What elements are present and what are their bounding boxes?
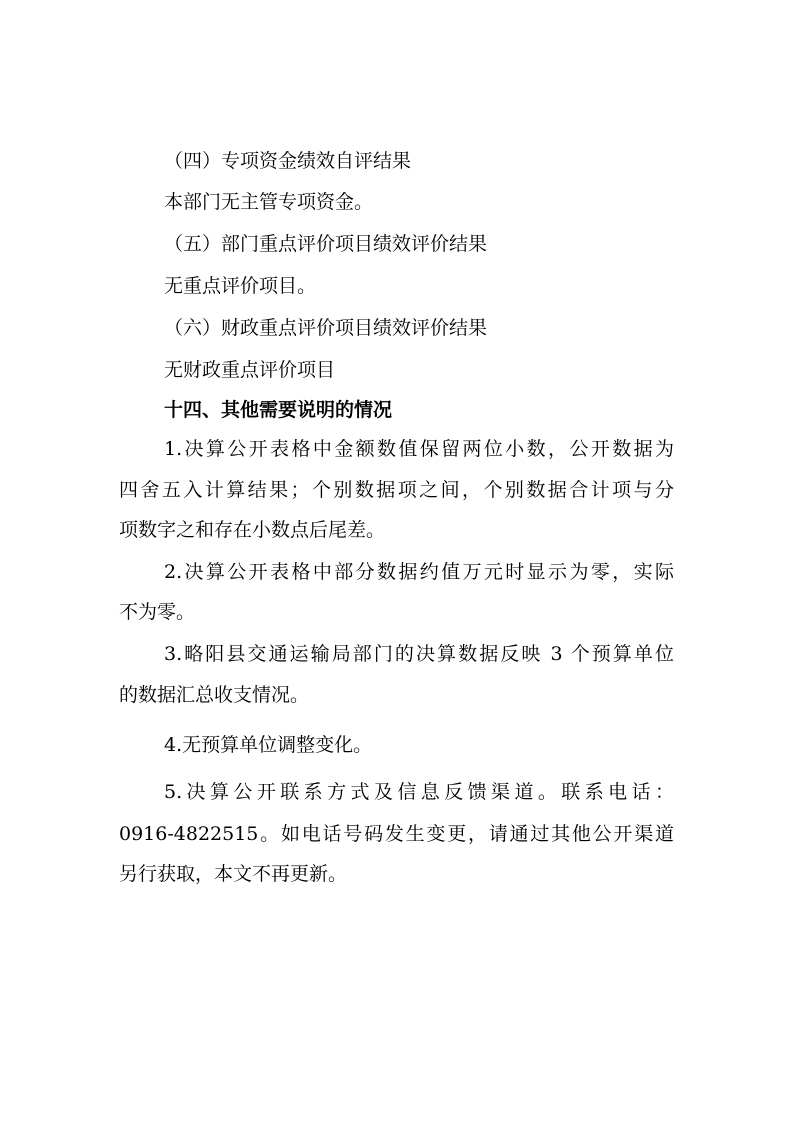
section-14-heading: 十四、其他需要说明的情况 bbox=[164, 399, 393, 421]
item-4-line-1: 4.无预算单位调整变化。 bbox=[164, 734, 373, 756]
item-2-line-2: 不为零。 bbox=[119, 601, 196, 623]
item-5-line-1: 5.决算公开联系方式及信息反馈渠道。联系电话： bbox=[164, 781, 674, 803]
item-3-line-2: 的数据汇总收支情况。 bbox=[119, 684, 310, 706]
section-5-heading: （五）部门重点评价项目绩效评价结果 bbox=[164, 233, 488, 255]
section-4-text: 本部门无主管专项资金。 bbox=[164, 191, 374, 213]
item-1-line-3: 项数字之和存在小数点后尾差。 bbox=[119, 519, 386, 541]
item-5-line-3: 另行获取，本文不再更新。 bbox=[119, 863, 348, 885]
section-6-heading: （六）财政重点评价项目绩效评价结果 bbox=[164, 317, 488, 339]
section-6-text: 无财政重点评价项目 bbox=[164, 359, 336, 381]
item-1-line-2: 四舍五入计算结果；个别数据项之间，个别数据合计项与分 bbox=[119, 479, 674, 501]
item-2-line-1: 2.决算公开表格中部分数据约值万元时显示为零，实际 bbox=[164, 561, 674, 583]
item-5-line-2: 0916-4822515。如电话号码发生变更，请通过其他公开渠道 bbox=[119, 823, 674, 845]
section-4-heading: （四）专项资金绩效自评结果 bbox=[164, 150, 412, 172]
item-3-line-1: 3.略阳县交通运输局部门的决算数据反映 3 个预算单位 bbox=[164, 643, 674, 665]
item-1-line-1: 1.决算公开表格中金额数值保留两位小数，公开数据为 bbox=[164, 438, 674, 460]
section-5-text: 无重点评价项目。 bbox=[164, 275, 317, 297]
